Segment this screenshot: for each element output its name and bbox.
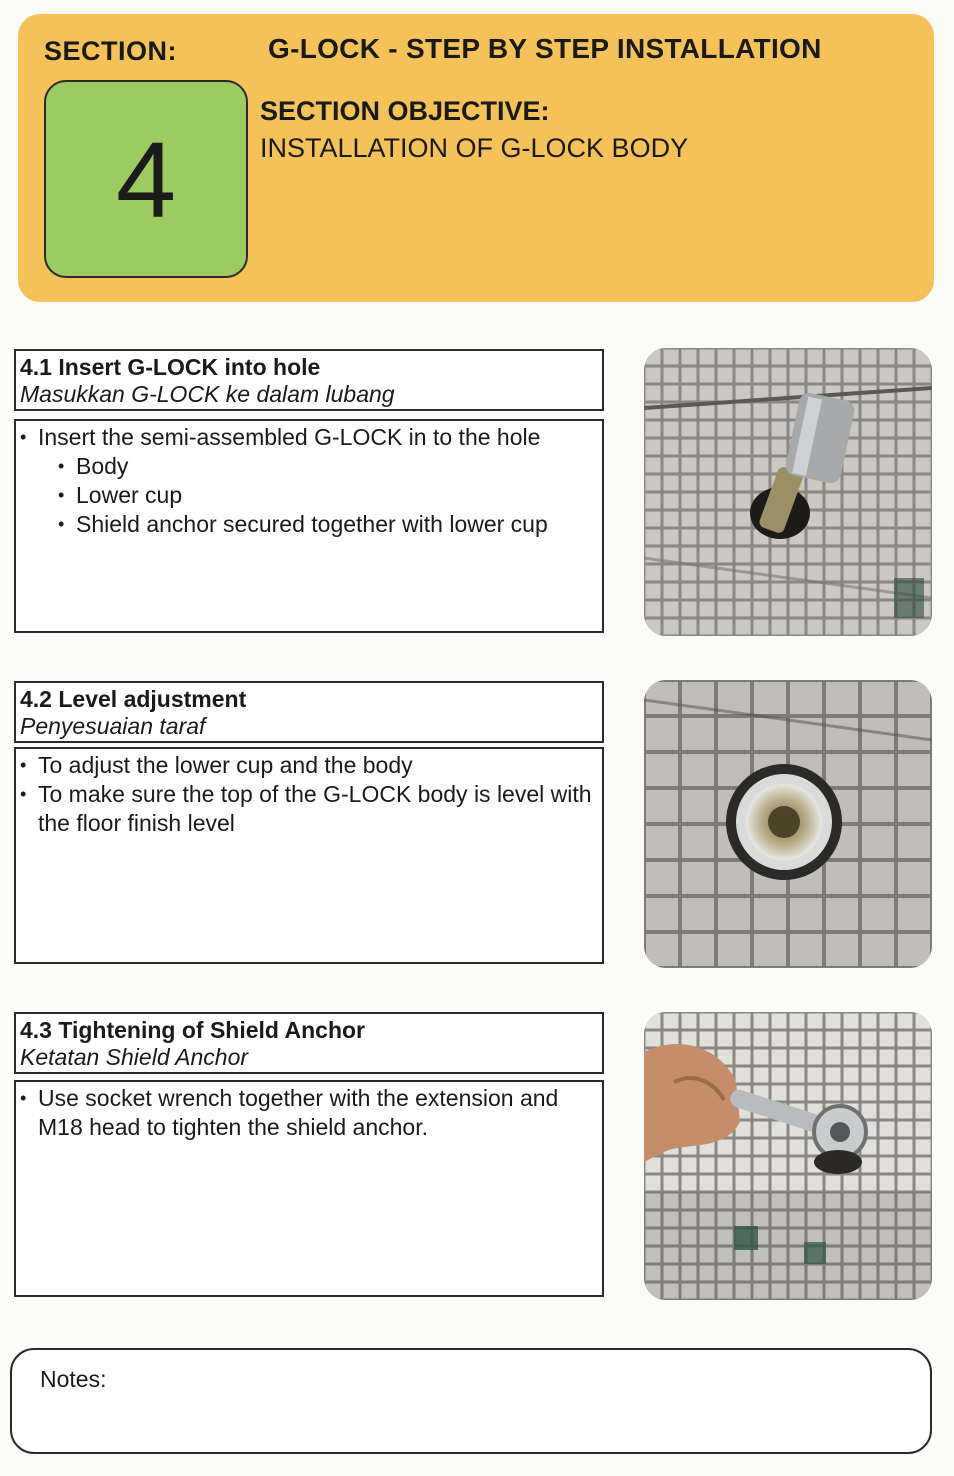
section-label: SECTION: xyxy=(44,36,178,66)
step-4-2-body xyxy=(14,747,604,964)
section-number-badge: 4 xyxy=(44,80,248,278)
step-4-1-photo xyxy=(644,348,932,636)
step-4-1-body xyxy=(14,419,604,633)
step-title: 4.2 Level adjustment xyxy=(20,686,247,712)
step-subtitle: Penyesuaian taraf xyxy=(20,713,206,739)
step-subtitle: Ketatan Shield Anchor xyxy=(20,1044,249,1070)
step-4-3-header xyxy=(14,1012,604,1074)
step-title: 4.1 Insert G-LOCK into hole xyxy=(20,354,321,380)
bullet-item: • To adjust the lower cup and the body xyxy=(20,751,596,780)
page-title: G-LOCK - STEP BY STEP INSTALLATION xyxy=(268,33,822,64)
bullet-item: • To make sure the top of the G-LOCK body is level with the floor finish level xyxy=(20,780,596,838)
objective-text: INSTALLATION OF G-LOCK BODY xyxy=(260,133,689,163)
sub-bullet-item: • Body xyxy=(20,452,596,481)
step-4-3-body xyxy=(14,1080,604,1297)
step-4-3-photo xyxy=(644,1012,932,1300)
sub-bullet-item: • Shield anchor secured together with lower cup xyxy=(20,510,596,539)
objective-label: SECTION OBJECTIVE: xyxy=(260,96,550,126)
bullet-item: • Insert the semi-assembled G-LOCK in to the hole xyxy=(20,423,596,452)
notes-label: Notes: xyxy=(40,1366,107,1392)
step-title: 4.3 Tightening of Shield Anchor xyxy=(20,1017,366,1043)
sub-bullet-item: • Lower cup xyxy=(20,481,596,510)
bullet-item: • Use socket wrench together with the extension and M18 head to tighten the shield anchor. xyxy=(20,1084,596,1142)
step-4-2-header xyxy=(14,681,604,743)
step-4-2-photo xyxy=(644,680,932,968)
step-4-1-header xyxy=(14,349,604,411)
step-subtitle: Masukkan G-LOCK ke dalam lubang xyxy=(20,381,395,407)
notes-box xyxy=(10,1348,932,1454)
